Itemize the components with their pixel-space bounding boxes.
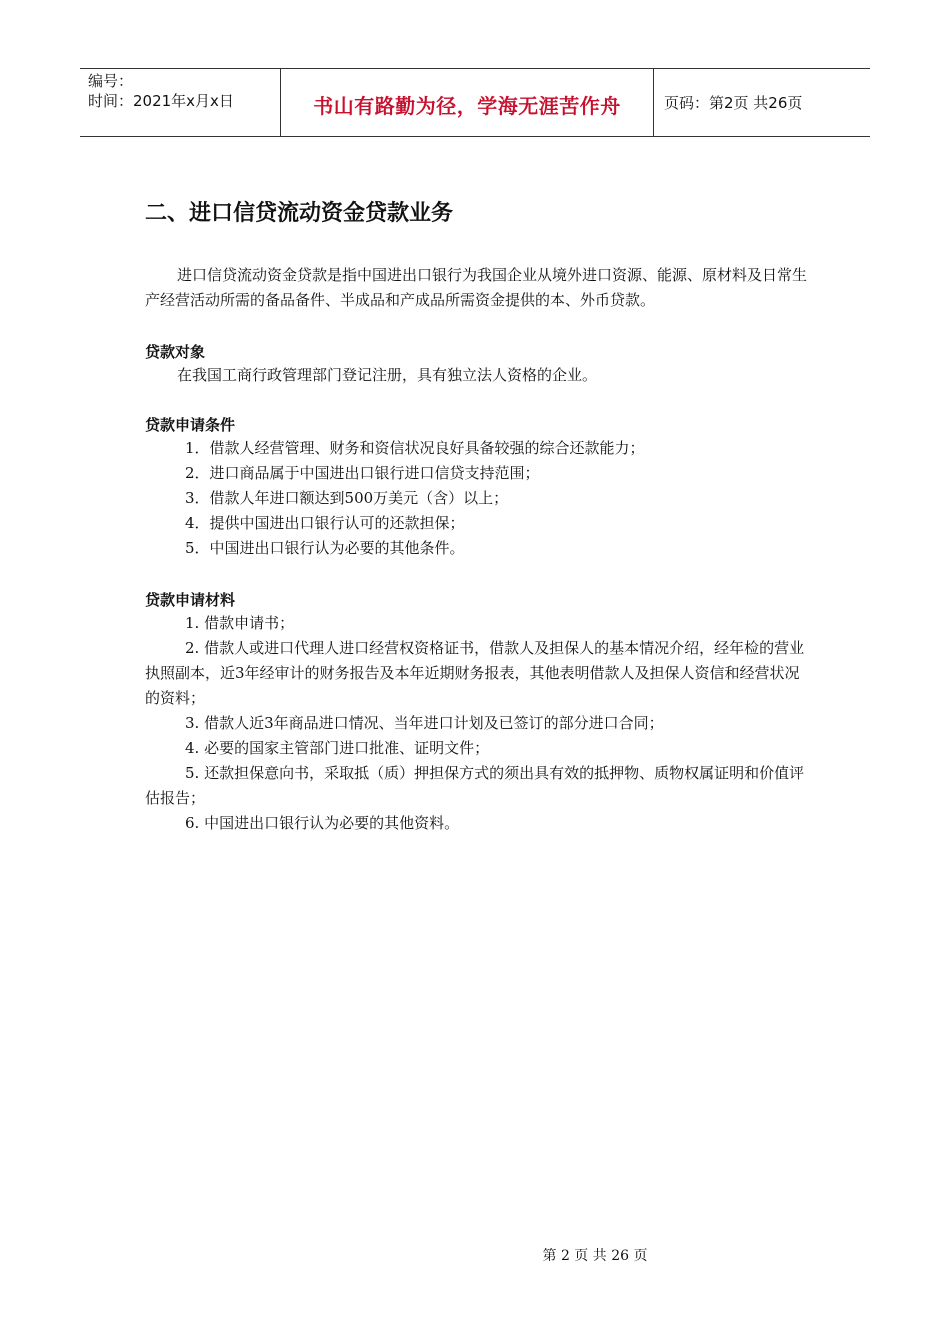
section-title: 二、进口信贷流动资金贷款业务 [145,201,454,226]
list-item: 4. 必要的国家主管部门进口批准、证明文件； [185,739,490,757]
list-item: 6. 中国进出口银行认为必要的其他资料。 [185,814,460,832]
number-label: 编号： [88,72,134,90]
motto-text: 书山有路勤为径，学海无涯苦作舟 [313,94,621,118]
list-item: 5．中国进出口银行认为必要的其他条件。 [185,539,465,557]
intro-paragraph: 进口信贷流动资金贷款是指中国进出口银行为我国企业从境外进口资源、能源、原材料及日常生产经营活动所需的备品备件、半成品和产成品所需资金提供的本、外币贷款。 [145,266,808,309]
header-page-info [654,69,870,136]
conditions-list [145,436,810,561]
materials-heading: 贷款申请材料 [145,591,236,609]
page-header [80,68,870,137]
list-item: 4．提供中国进出口银行认可的还款担保； [185,514,465,532]
loan-object-text: 在我国工商行政管理部门登记注册，具有独立法人资格的企业。 [177,366,598,384]
header-motto-cell [281,69,654,136]
list-item: 2．进口商品属于中国进出口银行进口信贷支持范围； [185,464,540,482]
loan-object-heading: 贷款对象 [145,343,206,361]
list-item: 1. 借款申请书； [185,614,295,632]
conditions-heading: 贷款申请条件 [145,416,236,434]
list-item: 3. 借款人近3年商品进口情况、当年进口计划及已签订的部分进口合同； [185,714,664,732]
header-meta [80,69,281,136]
list-item: 5. 还款担保意向书，采取抵（质）押担保方式的须出具有效的抵押物、质物权属证明和价值评估报告； [145,764,805,807]
list-item: 1．借款人经营管理、财务和资信状况良好具备较强的综合还款能力； [185,439,645,457]
materials-list [145,611,810,836]
list-item: 2. 借款人或进口代理人进口经营权资格证书，借款人及担保人的基本情况介绍，经年检的营业执照副本，近3年经审计的财务报告及本年近期财务报表，其他表明借款人及担保人资信和经营状况的资料； [145,639,805,707]
list-item: 3．借款人年进口额达到500万美元（含）以上； [185,489,509,507]
time-label: 时间：2021年x月x日 [88,92,234,110]
page-info-text: 页码：第2页 共26页 [664,94,803,112]
page-footer: 第 2 页 共 26 页 [542,1248,648,1264]
